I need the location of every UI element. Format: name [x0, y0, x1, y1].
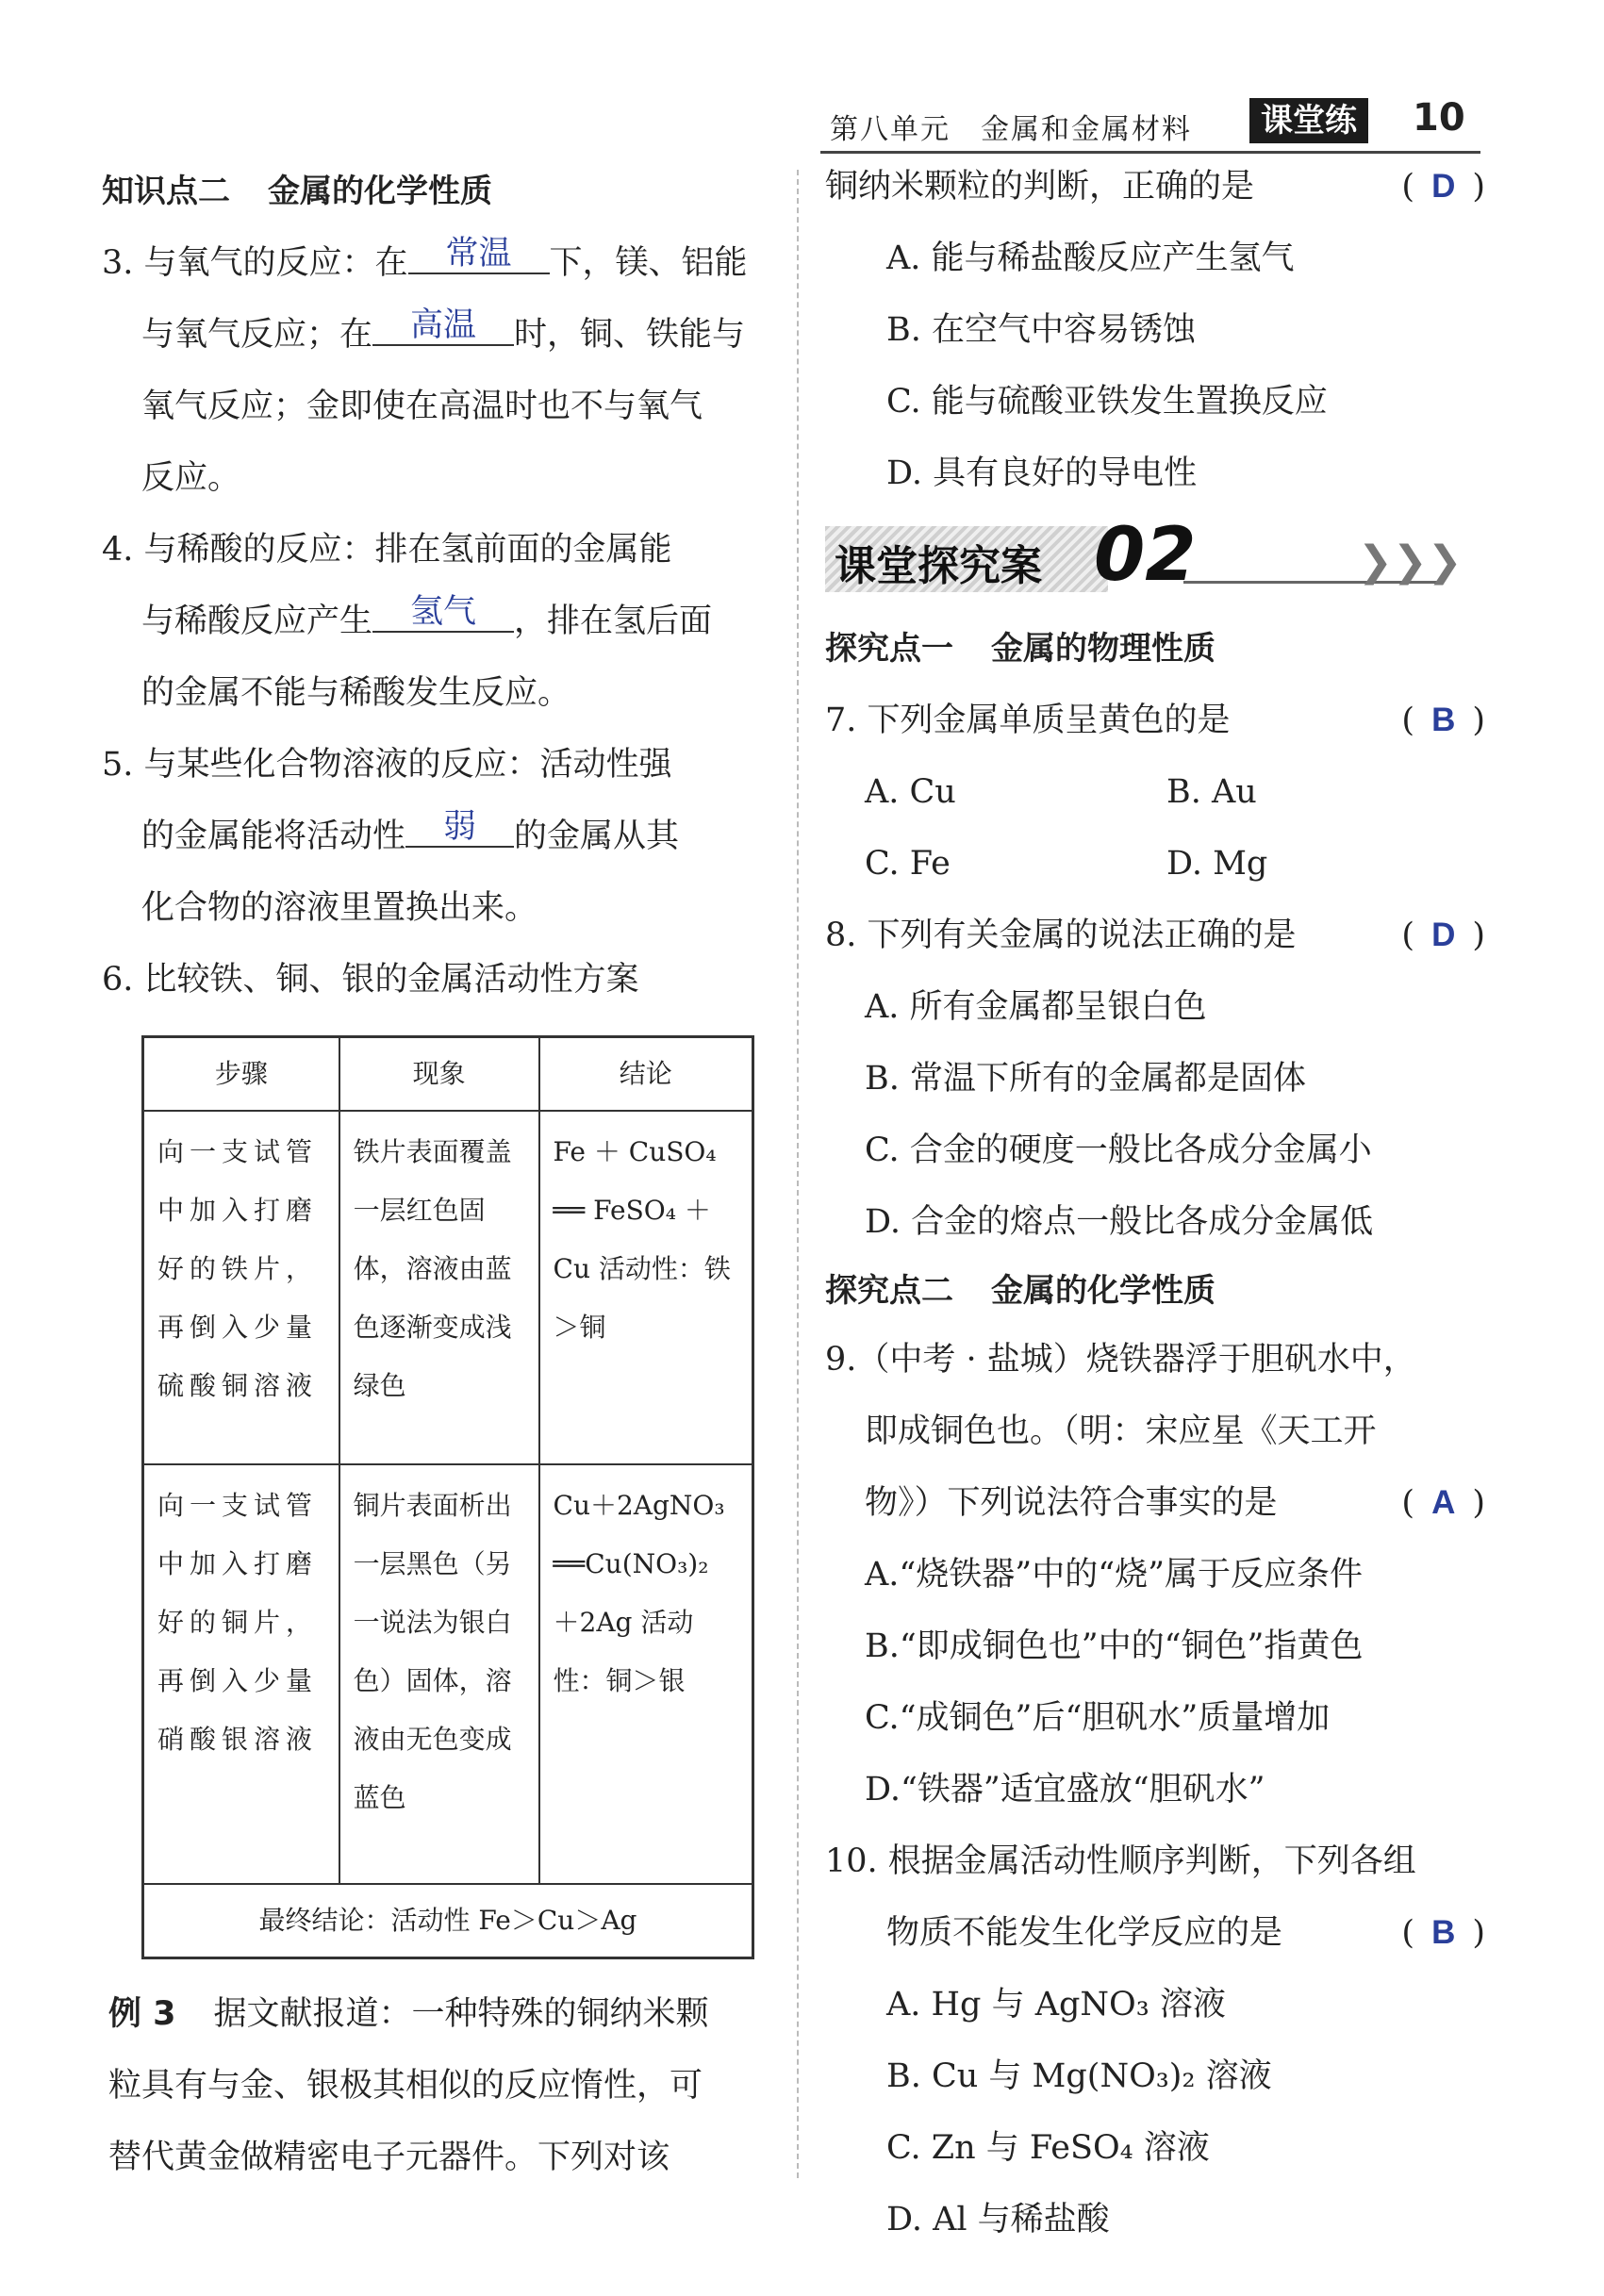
section-label: 探究点二	[825, 1272, 953, 1310]
right-column-lower	[825, 613, 1485, 2255]
option[interactable]: A. Hg 与 AgNO₃ 溶液	[886, 1986, 1226, 2023]
answer-choice[interactable]: D	[1431, 917, 1456, 953]
banner-title: 课堂探究案	[835, 542, 1042, 590]
section-label: 知识点二	[102, 173, 230, 210]
unit-title: 第八单元 金属和金属材料	[830, 113, 1192, 146]
option[interactable]: B.“即成铜色也”中的“铜色”指黄色	[865, 1627, 1364, 1665]
section-title	[102, 156, 762, 227]
right-column	[825, 151, 1485, 509]
option[interactable]: D.“铁器”适宜盛放“胆矾水”	[865, 1771, 1265, 1809]
table-cell: 铁片表面覆盖一层红色固体，溶液由蓝色逐渐变成浅绿色	[339, 1111, 539, 1464]
q8-stem: 8. 下列有关金属的说法正确的是	[825, 917, 1297, 954]
q5-blank[interactable]: 弱	[405, 808, 514, 848]
table-cell: 向一支试管中加入打磨好的铜片，再倒入少量硝酸银溶液	[143, 1464, 339, 1884]
option[interactable]: A. 所有金属都呈银白色	[865, 988, 1207, 1026]
q10-stem: 10. 根据金属活动性顺序判断，下列各组	[825, 1842, 1416, 1880]
banner-number: 02	[1094, 513, 1197, 598]
q9-stem: 物》）下列说法符合事实的是	[865, 1484, 1278, 1522]
section-name: 金属的物理性质	[991, 630, 1215, 668]
option[interactable]: C.“成铜色”后“胆矾水”质量增加	[865, 1699, 1331, 1737]
table-cell: Fe ＋ CuSO₄ ══ FeSO₄ ＋ Cu 活动性：铁＞铜	[539, 1111, 753, 1464]
answer-paren: ( D )	[1401, 917, 1485, 954]
option[interactable]: A. Cu	[865, 773, 956, 811]
section-banner	[825, 513, 1463, 602]
option[interactable]: C. 能与硫酸亚铁发生置换反应	[886, 383, 1328, 421]
table-cell: 铜片表面析出一层黑色（另一说法为银白色）固体，溶液由无色变成蓝色	[339, 1464, 539, 1884]
section-tag: 课堂练	[1249, 98, 1368, 143]
q3-text: 与氧气反应；在	[141, 316, 373, 354]
section-name: 金属的化学性质	[991, 1272, 1215, 1310]
page-number: 10	[1413, 96, 1465, 140]
answer-choice[interactable]: D	[1431, 168, 1456, 205]
option[interactable]: D. Al 与稀盐酸	[886, 2201, 1110, 2238]
table-cell: Cu＋2AgNO₃ ══Cu(NO₃)₂ ＋2Ag 活动性：铜＞银	[539, 1464, 753, 1884]
table-header-row	[143, 1037, 753, 1112]
q3-text: 反应。	[141, 459, 241, 497]
q5-text: 5. 与某些化合物溶液的反应：活动性强	[102, 746, 672, 784]
q4-text: 4. 与稀酸的反应：排在氢前面的金属能	[102, 531, 672, 569]
q6-text: 6. 比较铁、铜、银的金属活动性方案	[102, 961, 639, 999]
answer-choice[interactable]: B	[1431, 702, 1456, 738]
option[interactable]: B. 常温下所有的金属都是固体	[865, 1060, 1306, 1098]
option[interactable]: C. 合金的硬度一般比各成分金属小	[865, 1131, 1372, 1169]
example-3	[108, 1978, 769, 2193]
q9-stem: 9.（中考 · 盐城）烧铁器浮于胆矾水中，	[825, 1341, 1416, 1379]
comparison-table	[141, 1035, 754, 1959]
option[interactable]: B. 在空气中容易锈蚀	[886, 311, 1196, 349]
option[interactable]: D. 具有良好的导电性	[886, 454, 1198, 492]
column-divider	[797, 170, 799, 2178]
page-header	[820, 94, 1480, 151]
q5-text: 的金属能将活动性	[141, 818, 406, 855]
option[interactable]: B. Cu 与 Mg(NO₃)₂ 溶液	[886, 2057, 1272, 2095]
table-footer: 最终结论：活动性 Fe＞Cu＞Ag	[143, 1884, 753, 1958]
q4-blank[interactable]: 氢气	[372, 593, 514, 633]
table-header: 结论	[539, 1037, 753, 1112]
example-3-continued	[825, 151, 1485, 509]
answer-paren: ( B )	[1401, 702, 1485, 739]
example-text: 铜纳米颗粒的判断，正确的是	[825, 168, 1255, 206]
q3-blank-2[interactable]: 高温	[372, 306, 514, 346]
example-text: 据文献报道：一种特殊的铜纳米颗	[213, 1995, 709, 2033]
answer-paren: ( A )	[1401, 1484, 1485, 1522]
example-text: 粒具有与金、银极其相似的反应惰性，可	[108, 2067, 703, 2105]
question-3	[102, 227, 762, 514]
question-7	[825, 685, 1485, 900]
table-footer-row	[143, 1884, 753, 1958]
answer-paren: ( D )	[1401, 168, 1485, 206]
q4-text: 的金属不能与稀酸发生反应。	[141, 674, 571, 712]
option[interactable]: C. Zn 与 FeSO₄ 溶液	[886, 2129, 1210, 2167]
table-cell: 向一支试管中加入打磨好的铁片，再倒入少量硫酸铜溶液	[143, 1111, 339, 1464]
q9-stem: 即成铜色也。（明：宋应星《天工开	[865, 1412, 1377, 1450]
q5-text: 化合物的溶液里置换出来。	[141, 889, 538, 927]
question-10	[825, 1825, 1485, 2255]
question-4	[102, 514, 762, 729]
q5-text: 的金属从其	[514, 818, 680, 855]
q4-text: 与稀酸反应产生	[141, 603, 373, 640]
question-8	[825, 900, 1485, 1258]
table-row	[143, 1111, 753, 1464]
q3-text: 3. 与氧气的反应：在	[102, 244, 408, 282]
section-name: 金属的化学性质	[268, 173, 492, 210]
table-row	[143, 1464, 753, 1884]
answer-paren: ( B )	[1401, 1914, 1485, 1952]
example-text: 替代黄金做精密电子元器件。下列对该	[108, 2139, 670, 2176]
section-title	[825, 1258, 1485, 1324]
example-label: 例 3	[108, 1995, 176, 2033]
q3-text: 时，铜、铁能与	[514, 316, 746, 354]
q3-blank-1[interactable]: 常温	[408, 235, 550, 274]
table-header: 步骤	[143, 1037, 339, 1112]
option[interactable]: D. 合金的熔点一般比各成分金属低	[865, 1203, 1374, 1241]
chevrons-icon: ❯❯❯	[1358, 537, 1463, 586]
option[interactable]: D. Mg	[1166, 845, 1268, 883]
answer-choice[interactable]: A	[1431, 1484, 1456, 1521]
option[interactable]: A. 能与稀盐酸反应产生氢气	[886, 240, 1295, 277]
question-9	[825, 1324, 1485, 1825]
q7-stem: 7. 下列金属单质呈黄色的是	[825, 702, 1231, 739]
question-5	[102, 729, 762, 944]
answer-choice[interactable]: B	[1431, 1914, 1456, 1951]
q10-stem: 物质不能发生化学反应的是	[886, 1914, 1283, 1952]
option[interactable]: C. Fe	[865, 845, 951, 883]
left-column	[102, 156, 762, 1016]
q4-text: ，排在氢后面	[514, 603, 713, 640]
q3-text: 氧气反应；金即使在高温时也不与氧气	[141, 388, 703, 425]
table-header: 现象	[339, 1037, 539, 1112]
option[interactable]: B. Au	[1166, 773, 1257, 811]
q3-text: 下，镁、铝能	[549, 244, 748, 282]
question-6	[102, 944, 762, 1016]
option[interactable]: A.“烧铁器”中的“烧”属于反应条件	[865, 1556, 1363, 1594]
section-label: 探究点一	[825, 630, 953, 668]
section-title	[825, 613, 1485, 685]
